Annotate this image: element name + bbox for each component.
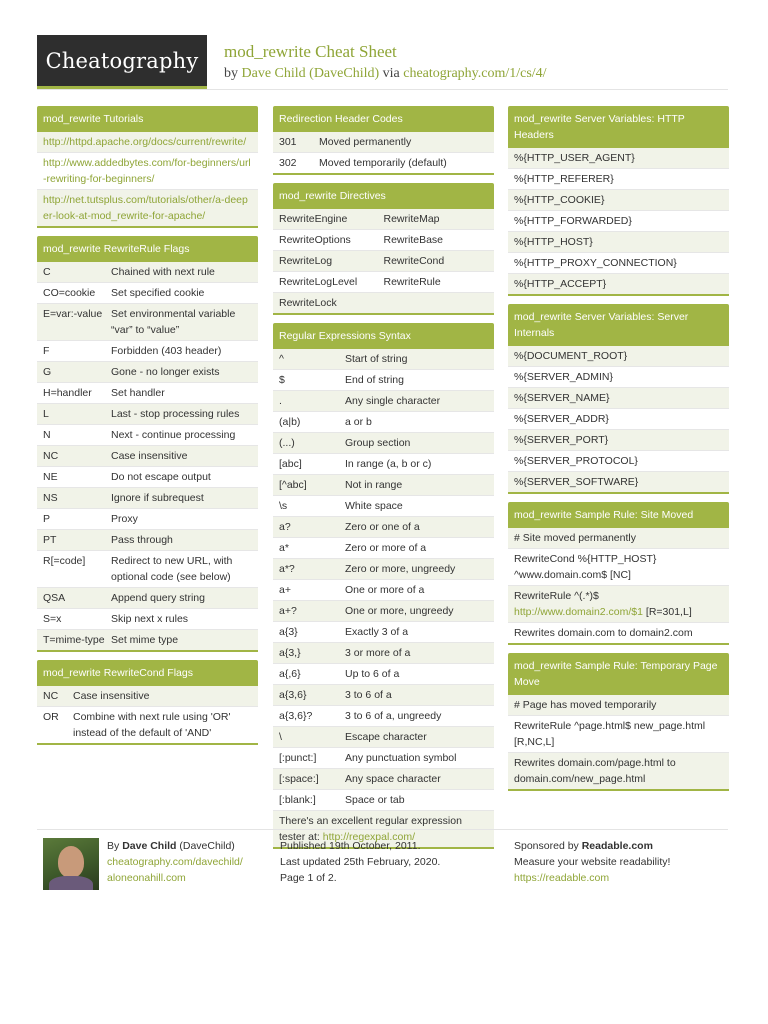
section-title: mod_rewrite Directives [273, 183, 494, 209]
list-item [37, 509, 258, 530]
redirect-codes-section [273, 106, 494, 175]
footer-by: By [107, 840, 120, 852]
rule-text: RewriteRule ^(.*)$ [514, 590, 599, 602]
list-item: %{HTTP_COOKIE} [508, 190, 729, 211]
item-value: a or b [345, 416, 372, 428]
temp-move-section [508, 653, 729, 791]
item-value: Start of string [345, 353, 408, 365]
item-key: a*? [279, 563, 295, 575]
item-value: Escape character [345, 731, 427, 743]
site-moved-rule [508, 586, 729, 623]
item-key: a{3} [279, 626, 298, 638]
footer-divider [37, 829, 728, 830]
item-value: End of string [345, 374, 404, 386]
item-value: One or more of a [345, 584, 425, 596]
http-headers-section [508, 106, 729, 296]
directive-name: RewriteLock [279, 297, 337, 309]
list-item [273, 272, 494, 293]
author-link[interactable]: Dave Child (DaveChild) [241, 66, 380, 81]
section-title: mod_rewrite Server Variables: HTTP Headers [508, 106, 729, 148]
list-item [37, 262, 258, 283]
column-1 [37, 106, 258, 753]
list-item [37, 609, 258, 630]
list-item [273, 209, 494, 230]
item-key: S=x [43, 613, 62, 625]
item-value: In range (a, b or c) [345, 458, 432, 470]
item-key: a{3,6} [279, 689, 307, 701]
section-title: mod_rewrite RewriteRule Flags [37, 236, 258, 262]
list-item [273, 251, 494, 272]
list-item [37, 425, 258, 446]
section-title: mod_rewrite RewriteCond Flags [37, 660, 258, 686]
site-moved-comment: # Site moved permanently [508, 528, 729, 549]
item-value: 3 to 6 of a, ungreedy [345, 710, 442, 722]
list-item [37, 404, 258, 425]
site-moved-desc: Rewrites domain.com to domain2.com [514, 627, 693, 639]
section-title: mod_rewrite Sample Rule: Temporary Page Move [508, 653, 729, 695]
item-key: a? [279, 521, 291, 533]
item-value: Case insensitive [73, 690, 150, 702]
item-value: Zero or more, ungreedy [345, 563, 456, 575]
item-value: Space or tab [345, 794, 405, 806]
item-key: a+ [279, 584, 291, 596]
list-item [37, 588, 258, 609]
list-item [273, 293, 494, 313]
item-value: Forbidden (403 header) [111, 345, 222, 357]
temp-move-comment: # Page has moved temporarily [508, 695, 729, 716]
header-divider [37, 89, 728, 90]
list-item [273, 230, 494, 251]
item-value: Moved temporarily (default) [319, 157, 447, 169]
list-item [37, 341, 258, 362]
list-item: %{SERVER_ADMIN} [508, 367, 729, 388]
directives-section [273, 183, 494, 315]
item-value: Set environmental variable “var” to “value” [111, 308, 236, 336]
list-item: %{SERVER_ADDR} [508, 409, 729, 430]
item-key: a{3,6}? [279, 710, 313, 722]
list-item [273, 790, 494, 810]
list-item [37, 707, 258, 743]
item-value: Redirect to new URL, with optional code (see below) [111, 555, 233, 583]
list-item [273, 580, 494, 601]
list-item [273, 643, 494, 664]
tutorial-link[interactable]: http://www.addedbytes.com/for-beginners/url-rewriting-for-beginners/ [43, 157, 251, 185]
regex-section [273, 323, 494, 849]
item-key: $ [279, 374, 285, 386]
item-value: Set handler [111, 387, 165, 399]
list-item: %{HTTP_ACCEPT} [508, 274, 729, 294]
list-item: %{HTTP_REFERER} [508, 169, 729, 190]
item-key: a{,6} [279, 668, 301, 680]
byline [224, 64, 547, 84]
item-value: 3 to 6 of a [345, 689, 392, 701]
directive-name: RewriteRule [383, 276, 441, 288]
item-value: Last - stop processing rules [111, 408, 240, 420]
item-key: (a|b) [279, 416, 301, 428]
list-item [273, 559, 494, 580]
redirect-codes-list [273, 132, 494, 173]
list-item [37, 467, 258, 488]
item-value: White space [345, 500, 403, 512]
byline-by: by [224, 66, 238, 81]
item-key: N [43, 429, 51, 441]
server-internals-list [508, 346, 729, 492]
list-item [273, 706, 494, 727]
item-key: C [43, 266, 51, 278]
item-value: Any single character [345, 395, 441, 407]
rule-flags-list [37, 262, 258, 650]
item-key: [:punct:] [279, 752, 317, 764]
footer-author [107, 838, 243, 886]
item-key: a+? [279, 605, 297, 617]
logo-text: Cheatography [45, 48, 199, 73]
item-key: a* [279, 542, 289, 554]
item-key: NS [43, 492, 58, 504]
item-key: NC [43, 450, 59, 462]
item-value: Not in range [345, 479, 403, 491]
published-date: Published 19th October, 2011. [280, 840, 421, 852]
list-item: %{HTTP_FORWARDED} [508, 211, 729, 232]
item-key: a{3,} [279, 647, 301, 659]
item-key: P [43, 513, 51, 525]
item-value: Combine with next rule using 'OR' instead of the default of 'AND' [73, 711, 231, 739]
list-item: %{HTTP_USER_AGENT} [508, 148, 729, 169]
regex-note-text: There's an excellent regular expression tester at: [279, 815, 462, 843]
sponsor-name: Readable.com [581, 840, 653, 852]
directive-name [384, 295, 489, 311]
sheet-url-link[interactable]: cheatography.com/1/cs/4/ [403, 66, 547, 81]
directive-name: RewriteLog [279, 255, 333, 267]
directive-name: RewriteEngine [279, 213, 348, 225]
item-key: PT [43, 534, 57, 546]
footer-dates [280, 838, 440, 886]
tutorial-link[interactable]: http://net.tutsplus.com/tutorials/other/a-deeper-look-at-mod_rewrite-for-apache/ [43, 194, 248, 222]
item-value: Pass through [111, 534, 173, 546]
directive-name: RewriteMap [383, 213, 440, 225]
list-item [37, 283, 258, 304]
item-value: Gone - no longer exists [111, 366, 220, 378]
list-item [37, 362, 258, 383]
section-title: mod_rewrite Sample Rule: Site Moved [508, 502, 729, 528]
item-key: G [43, 366, 52, 378]
author-avatar [43, 838, 99, 890]
item-value: Ignore if subrequest [111, 492, 204, 504]
item-value: Any punctuation symbol [345, 752, 457, 764]
item-key: 302 [279, 157, 297, 169]
section-title: mod_rewrite Server Variables: Server Internals [508, 304, 729, 346]
sponsor-link[interactable]: https://readable.com [514, 872, 610, 884]
list-item [273, 132, 494, 153]
tutorial-link[interactable]: http://httpd.apache.org/docs/current/rewrite/ [43, 136, 247, 148]
item-key: ^ [279, 353, 284, 365]
page-number: Page 1 of 2. [280, 872, 337, 884]
item-value: Set mime type [111, 634, 179, 646]
list-item [273, 622, 494, 643]
temp-move-rule: RewriteRule ^page.html$ new_page.html [R,NC,L] [508, 716, 729, 753]
item-key: OR [43, 711, 59, 723]
list-item: %{HTTP_HOST} [508, 232, 729, 253]
list-item [273, 412, 494, 433]
list-item [273, 475, 494, 496]
list-item [37, 530, 258, 551]
title-block [224, 42, 547, 84]
footer-author-handle: (DaveChild) [179, 840, 235, 852]
item-value: 3 or more of a [345, 647, 411, 659]
item-key: 301 [279, 136, 297, 148]
item-key: (...) [279, 437, 295, 449]
column-3 [508, 106, 729, 799]
list-item [273, 349, 494, 370]
list-item: %{DOCUMENT_ROOT} [508, 346, 729, 367]
item-key: T=mime-type [43, 634, 105, 646]
list-item: %{SERVER_PROTOCOL} [508, 451, 729, 472]
item-value: Next - continue processing [111, 429, 236, 441]
server-internals-section [508, 304, 729, 494]
list-item [37, 488, 258, 509]
rewritecond-flags-section [37, 660, 258, 745]
list-item [273, 727, 494, 748]
list-item [273, 370, 494, 391]
item-key: [:blank:] [279, 794, 316, 806]
updated-date: Last updated 25th February, 2020. [280, 856, 441, 868]
item-key: F [43, 345, 50, 357]
footer-author-name: Dave Child [122, 840, 177, 852]
footer-sponsor [514, 838, 670, 886]
domain2-link[interactable]: http://www.domain2.com/$1 [514, 606, 643, 618]
temp-move-desc: Rewrites domain.com/page.html to domain.com/new_page.html [508, 753, 729, 789]
cheatography-logo[interactable] [37, 35, 207, 89]
item-value: Up to 6 of a [345, 668, 400, 680]
list-item [273, 454, 494, 475]
item-key: \s [279, 500, 288, 512]
list-item: %{HTTP_PROXY_CONNECTION} [508, 253, 729, 274]
list-item [37, 551, 258, 588]
item-key: [abc] [279, 458, 302, 470]
item-value: Zero or more of a [345, 542, 427, 554]
item-key: QSA [43, 592, 66, 604]
item-value: Moved permanently [319, 136, 412, 148]
byline-via: via [382, 66, 400, 81]
item-key: L [43, 408, 49, 420]
item-value: Proxy [111, 513, 138, 525]
list-item [273, 664, 494, 685]
item-value: Exactly 3 of a [345, 626, 409, 638]
list-item [273, 601, 494, 622]
author-website-link[interactable]: aloneonahill.com [107, 872, 186, 884]
site-moved-cond: RewriteCond %{HTTP_HOST} ^www.domain.com$ [NC] [508, 549, 729, 586]
site-moved-section [508, 502, 729, 645]
list-item [273, 769, 494, 790]
item-value: Chained with next rule [111, 266, 215, 278]
item-key: E=var:-value [43, 308, 103, 320]
list-item [273, 153, 494, 173]
list-item [37, 304, 258, 341]
column-2 [273, 106, 494, 857]
list-item [273, 496, 494, 517]
sponsor-prefix: Sponsored by [514, 840, 579, 852]
item-key: . [279, 395, 282, 407]
list-item [273, 538, 494, 559]
item-value: Set specified cookie [111, 287, 205, 299]
directives-grid [273, 209, 494, 313]
list-item [273, 433, 494, 454]
sponsor-tagline: Measure your website readability! [514, 856, 671, 868]
item-key: [^abc] [279, 479, 307, 491]
list-item: %{SERVER_PORT} [508, 430, 729, 451]
item-value: Append query string [111, 592, 205, 604]
item-value: Group section [345, 437, 411, 449]
item-value: Zero or one of a [345, 521, 420, 533]
item-value: Skip next x rules [111, 613, 189, 625]
item-key: [:space:] [279, 773, 319, 785]
list-item [37, 630, 258, 650]
section-title: mod_rewrite Tutorials [37, 106, 258, 132]
list-item: %{SERVER_SOFTWARE} [508, 472, 729, 492]
item-value: Any space character [345, 773, 441, 785]
item-key: NE [43, 471, 58, 483]
list-item [273, 391, 494, 412]
list-item [273, 517, 494, 538]
directive-name: RewriteCond [383, 255, 445, 267]
list-item [37, 686, 258, 707]
rule-flags: [R=301,L] [645, 606, 692, 618]
tutorials-section [37, 106, 258, 228]
regexpal-link[interactable]: http://regexpal.com/ [322, 831, 415, 843]
list-item [37, 446, 258, 467]
item-value: Do not escape output [111, 471, 211, 483]
item-key: NC [43, 690, 59, 702]
regex-list [273, 349, 494, 810]
directive-name: RewriteLogLevel [279, 276, 358, 288]
page-title: mod_rewrite Cheat Sheet [224, 42, 397, 61]
section-title: Regular Expressions Syntax [273, 323, 494, 349]
directive-name: RewriteOptions [279, 234, 351, 246]
list-item [273, 748, 494, 769]
author-profile-link[interactable]: cheatography.com/davechild/ [107, 856, 243, 868]
section-title: Redirection Header Codes [273, 106, 494, 132]
rewriterule-flags-section [37, 236, 258, 652]
item-key: R[=code] [43, 555, 86, 567]
item-key: \ [279, 731, 282, 743]
cond-flags-list [37, 686, 258, 743]
list-item: %{SERVER_NAME} [508, 388, 729, 409]
item-key: H=handler [43, 387, 92, 399]
item-value: One or more, ungreedy [345, 605, 454, 617]
list-item [37, 383, 258, 404]
http-headers-list [508, 148, 729, 294]
list-item [273, 685, 494, 706]
item-value: Case insensitive [111, 450, 188, 462]
item-key: CO=cookie [43, 287, 96, 299]
directive-name: RewriteBase [383, 234, 444, 246]
